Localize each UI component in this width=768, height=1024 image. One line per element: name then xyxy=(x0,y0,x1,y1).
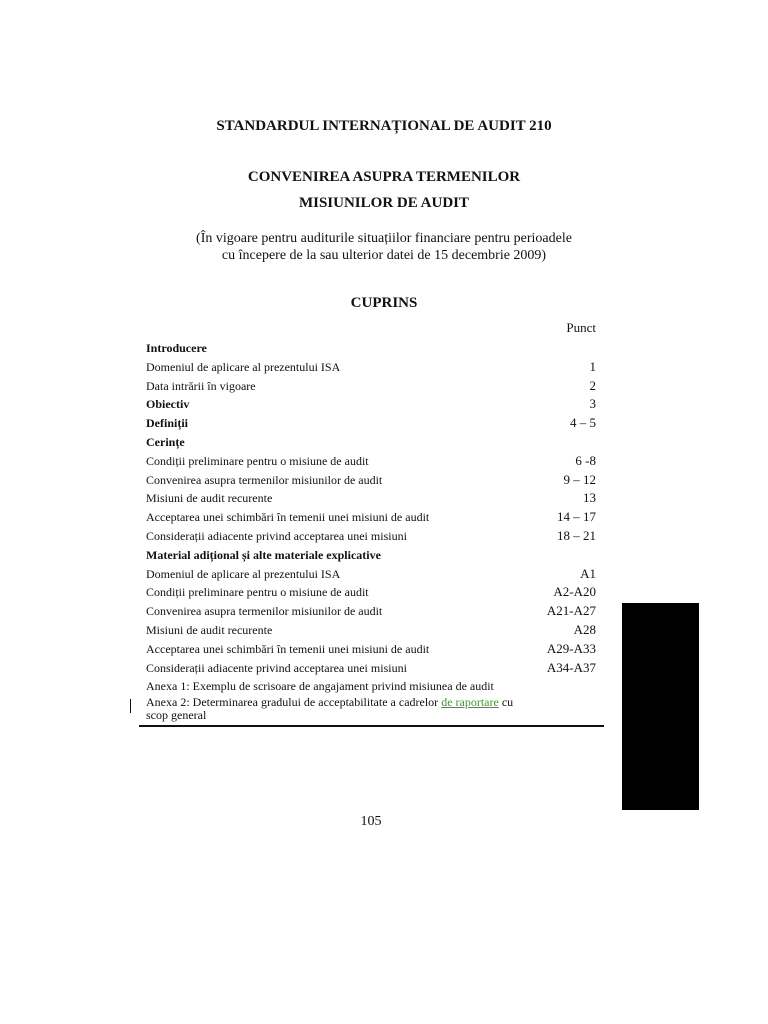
toc-section: Definiții 4 – 5 xyxy=(146,415,596,431)
table-of-contents xyxy=(146,339,596,722)
document-title-line2: MISIUNILOR DE AUDIT xyxy=(298,195,470,211)
black-side-tab xyxy=(622,603,699,810)
toc-row: Domeniul de aplicare al prezentului ISA A1 xyxy=(146,565,596,581)
raportare-link[interactable]: de raportare xyxy=(441,695,499,710)
toc-row: Convenirea asupra termenilor misiunilor de audit A21-A27 xyxy=(146,603,596,619)
column-label: Punct xyxy=(566,320,596,335)
toc-row: Considerații adiacente privind acceptarea unei misiuni 18 – 21 xyxy=(146,527,596,543)
toc-row: Considerații adiacente privind acceptarea unei misiuni A34-A37 xyxy=(146,659,596,675)
toc-annex-2: Anexa 2: Determinarea gradului de acceptabilitate a cadrelor de raportare cu scop general xyxy=(146,695,514,723)
toc-row: Misiuni de audit recurente 13 xyxy=(146,490,596,506)
toc-row: Data intrării în vigoare 2 xyxy=(146,377,596,393)
effective-date-note: (În vigoare pentru auditurile situațiilor financiare pentru perioadele cu începere de la sau ulterior datei de 15 decembrie 2009) xyxy=(196,231,572,263)
contents-bottom-rule xyxy=(139,725,604,727)
toc-row: Domeniul de aplicare al prezentului ISA 1 xyxy=(146,358,596,374)
toc-section: Obiectiv 3 xyxy=(146,396,596,412)
toc-row: Condiții preliminare pentru o misiune de audit 6 -8 xyxy=(146,452,596,468)
text-cursor xyxy=(130,699,131,713)
toc-row: Condiții preliminare pentru o misiune de audit A2-A20 xyxy=(146,584,596,600)
toc-section: Introducere xyxy=(146,341,207,355)
toc-row: Convenirea asupra termenilor misiunilor de audit 9 – 12 xyxy=(146,471,596,487)
toc-section: Material adițional și alte materiale explicative xyxy=(146,547,381,562)
standard-title: STANDARDUL INTERNAȚIONAL DE AUDIT 210 xyxy=(216,118,552,134)
document-title-line1: CONVENIREA ASUPRA TERMENILOR xyxy=(247,169,521,185)
toc-annex-1: Anexa 1: Exemplu de scrisoare de angajament privind misiunea de audit xyxy=(146,679,494,694)
toc-row: Acceptarea unei schimbări în temenii unei misiuni de audit A29-A33 xyxy=(146,640,596,656)
toc-row: Misiuni de audit recurente A28 xyxy=(146,621,596,637)
toc-row: Acceptarea unei schimbări în temenii unei misiuni de audit 14 – 17 xyxy=(146,509,596,525)
toc-section: Cerințe xyxy=(146,434,185,449)
page-number: 105 xyxy=(360,814,382,829)
contents-heading: CUPRINS xyxy=(350,295,418,311)
